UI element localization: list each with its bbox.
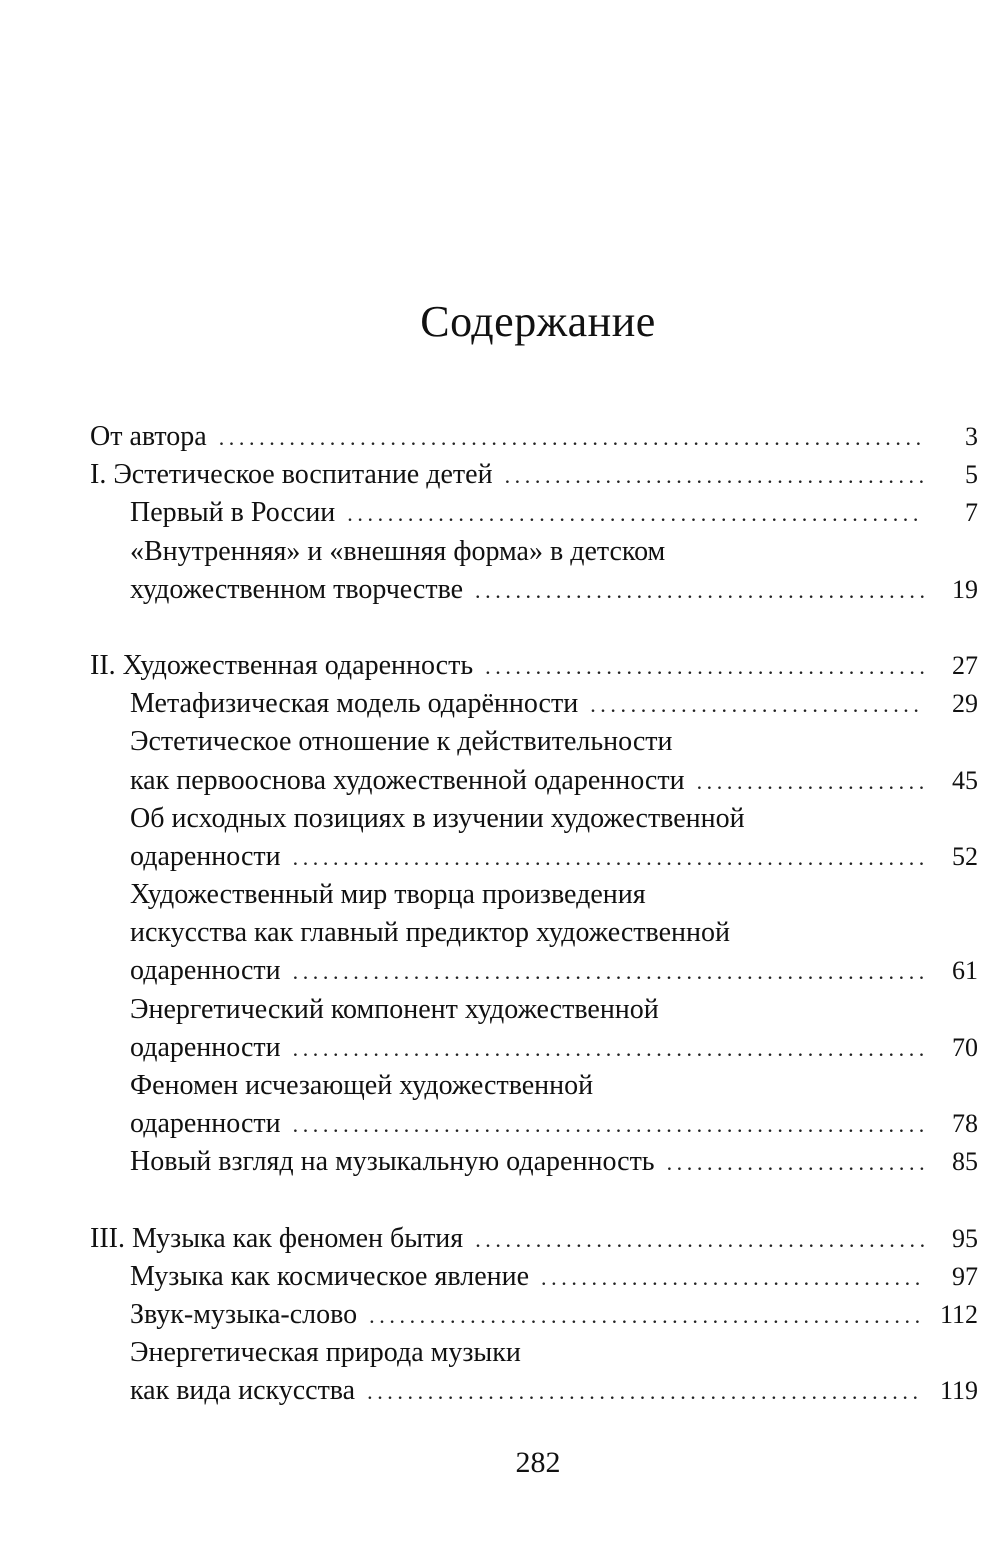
toc-entry-title-line: Художественный мир творца произведения [130, 879, 646, 911]
leader-dots [293, 1106, 924, 1144]
toc-page-number: 85 [952, 1147, 978, 1177]
leader-dots [293, 953, 924, 991]
toc-entry-title-line: художественном творчестве [130, 573, 464, 605]
toc-entry-continuation[interactable] [90, 914, 978, 952]
toc-entry-title: Первый в России [130, 497, 336, 529]
toc-entry-continuation[interactable] [90, 762, 978, 800]
toc-page-number: 70 [952, 1032, 978, 1062]
toc-entry[interactable] [90, 1258, 978, 1296]
toc-entry-continuation[interactable] [90, 838, 978, 876]
toc-entry-title-line: одаренности [130, 1108, 281, 1140]
leader-dots [541, 1259, 924, 1297]
toc-entry-chapter[interactable] [90, 456, 978, 494]
toc-entry-title-line: искусства как главный предиктор художественной [130, 917, 730, 949]
toc-entry[interactable] [90, 533, 978, 571]
toc-page-number: 78 [952, 1109, 978, 1139]
toc-entry-title-line: «Внутренняя» и «внешняя форма» в детском [130, 535, 666, 567]
toc-entry[interactable] [90, 1067, 978, 1105]
toc-entry-title: II. Художественная одаренность [90, 649, 474, 681]
leader-dots [697, 763, 924, 801]
toc-page-number: 7 [965, 498, 978, 528]
toc-page-number: 95 [952, 1223, 978, 1253]
toc-entry-title-line: Эстетическое отношение к действительности [130, 726, 673, 758]
toc-entry-title: От автора [90, 421, 207, 452]
leader-dots [347, 495, 924, 533]
toc-entry[interactable] [90, 1143, 978, 1181]
toc-page-number: 97 [952, 1261, 978, 1291]
toc-entry[interactable] [90, 876, 978, 914]
toc-entry-title-line: как вида искусства [130, 1375, 356, 1407]
leader-dots [590, 686, 924, 724]
toc-entry-title-line: одаренности [130, 955, 281, 987]
toc-page-number: 29 [952, 689, 978, 719]
toc-entry-title-line: Энергетический компонент художественной [130, 993, 659, 1025]
leader-dots [367, 1373, 924, 1411]
toc-entry-continuation[interactable] [90, 1372, 978, 1410]
leader-dots [475, 1221, 924, 1259]
toc-page-number: 27 [952, 650, 978, 680]
toc-entry[interactable] [90, 723, 978, 761]
leader-dots [475, 572, 924, 610]
toc-entry-title: Звук-музыка-слово [130, 1298, 358, 1330]
toc-entry-continuation[interactable] [90, 571, 978, 609]
toc-entry[interactable] [90, 685, 978, 723]
toc-page-number: 5 [965, 460, 978, 490]
toc-page-number: 19 [952, 574, 978, 604]
toc-page-number: 45 [952, 765, 978, 795]
toc-entry-title-line: как первооснова художественной одаренности [130, 764, 685, 796]
toc-entry-chapter[interactable] [90, 1220, 978, 1258]
leader-dots [505, 457, 924, 495]
leader-dots [293, 1030, 924, 1068]
toc-entry[interactable] [90, 494, 978, 532]
toc-page-number: 61 [952, 956, 978, 986]
toc-entry-title: Метафизическая модель одарённости [130, 688, 579, 720]
leader-dots [219, 419, 924, 457]
toc-entry-title-line: одаренности [130, 840, 281, 872]
toc-entry-chapter[interactable] [90, 647, 978, 685]
toc-entry[interactable] [90, 418, 978, 456]
toc-page-number: 112 [939, 1299, 978, 1329]
toc-entry-continuation[interactable] [90, 1029, 978, 1067]
page-title: Содержание [420, 297, 656, 346]
toc-entry[interactable] [90, 800, 978, 838]
leader-dots [293, 839, 924, 877]
leader-dots [667, 1144, 924, 1182]
toc-page-number: 119 [939, 1376, 978, 1406]
toc-entry-title: I. Эстетическое воспитание детей [90, 459, 493, 491]
leader-dots [369, 1297, 924, 1335]
toc-entry-continuation[interactable] [90, 952, 978, 990]
toc-entry[interactable] [90, 991, 978, 1029]
toc-entry-title: Музыка как космическое явление [130, 1260, 530, 1292]
leader-dots [485, 648, 924, 686]
toc-entry-title: III. Музыка как феномен бытия [90, 1222, 464, 1254]
toc-entry[interactable] [90, 1334, 978, 1372]
toc-entry-title-line: Об исходных позициях в изучении художественной [130, 802, 745, 834]
toc-entry-title-line: Феномен исчезающей художественной [130, 1070, 594, 1101]
toc-entry-title: Новый взгляд на музыкальную одаренность [130, 1146, 655, 1178]
toc-entry-title-line: Энергетическая природа музыки [130, 1337, 521, 1369]
toc-entry-title-line: одаренности [130, 1031, 281, 1063]
table-of-contents [90, 418, 978, 1411]
page-number-folio: 282 [515, 1446, 561, 1479]
toc-page-number: 3 [965, 422, 978, 451]
toc-page-number: 52 [952, 841, 978, 871]
toc-entry[interactable] [90, 1296, 978, 1334]
toc-entry-continuation[interactable] [90, 1105, 978, 1143]
